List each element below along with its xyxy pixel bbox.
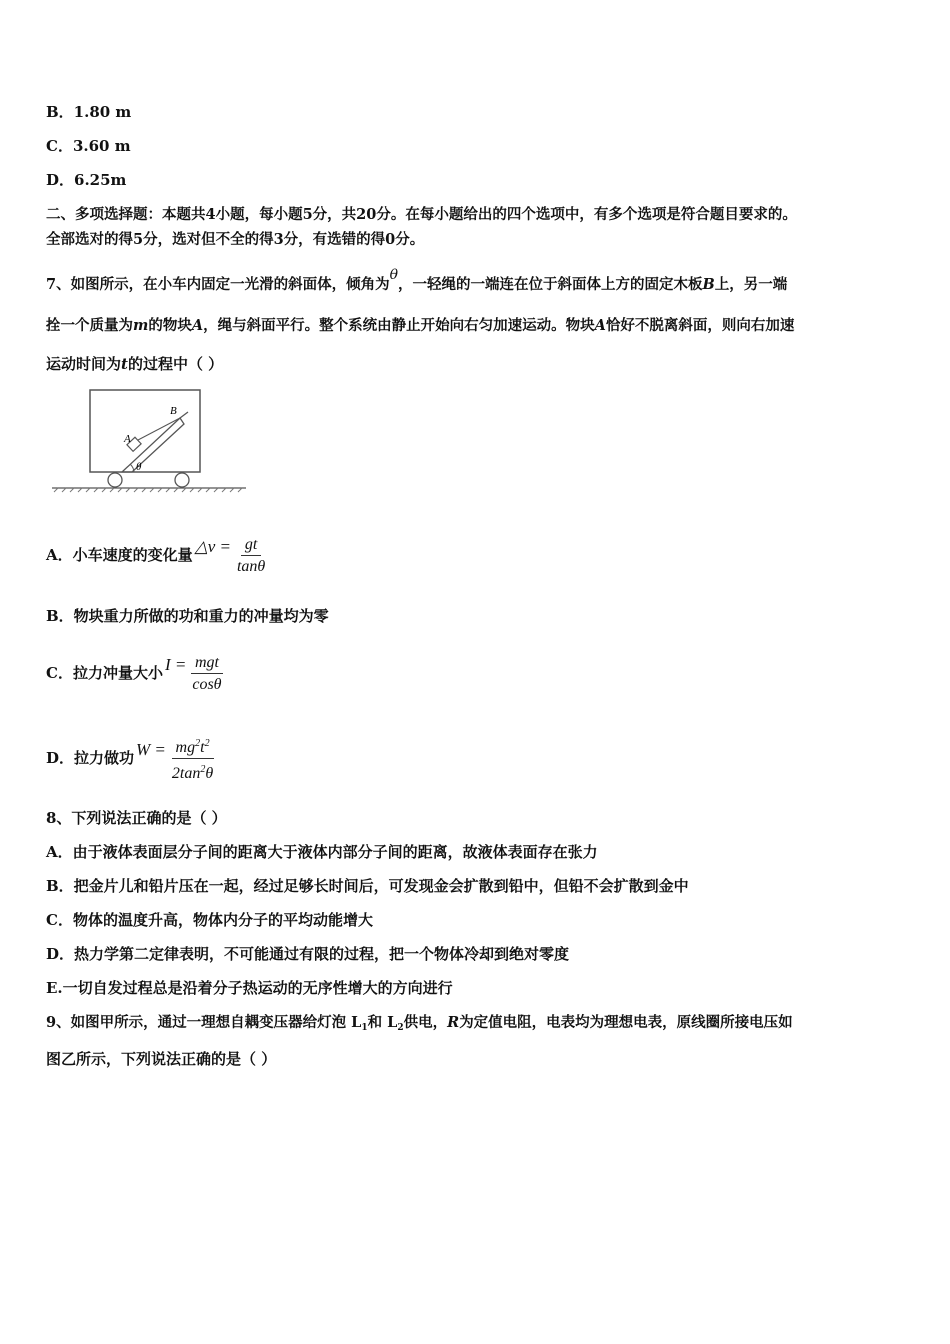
wheel-left bbox=[108, 473, 122, 487]
q7-option-b: B．物块重力所做的功和重力的冲量均为零 bbox=[46, 607, 329, 625]
q8-option-c: C．物体的温度升高，物体内分子的平均动能增大 bbox=[46, 911, 373, 929]
q7-option-c: C．拉力冲量大小 I = $\frac{\text{mgt}}{\cos\theta}$ bbox=[46, 653, 222, 693]
angle-arc bbox=[130, 464, 134, 472]
section2-heading-line2: 全部选对的得5分，选对但不全的得3分，有选错的得0分。 bbox=[46, 231, 425, 248]
incline-block bbox=[122, 418, 184, 472]
cart-incline-diagram bbox=[50, 388, 250, 498]
q8-option-d: D．热力学第二定律表明，不可能通过有限的过程，把一个物体冷却到绝对零度 bbox=[46, 945, 570, 963]
option-c-prev: C．3.60 m bbox=[46, 137, 131, 155]
q7-option-a: A．小车速度的变化量 △v = $\frac{gt}{\tan\theta}$ bbox=[46, 535, 266, 575]
section2-heading-line1: 二、多项选择题：本题共4小题，每小题5分，共20分。在每小题给出的四个选项中，有多个选项是符合题目要求的。 bbox=[46, 206, 797, 223]
q8-option-e: E.一切自发过程总是沿着分子热运动的无序性增大的方向进行 bbox=[46, 979, 453, 997]
q9-stem-line1: 9、如图甲所示，通过一理想自耦变压器给灯泡 $L_1$和 $L_2$供电，R为定值电阻，电表均为理想电表，原线圈所接电压如 bbox=[46, 1014, 793, 1033]
q7-option-d: D．拉力做功 W = $\frac{mg^2t^2}{2\tan^2\theta}$ bbox=[46, 724, 217, 785]
label-b: B bbox=[170, 405, 177, 417]
q7-stem-line1: 7、如图所示，在小车内固定一光滑的斜面体，倾角为θ，一轻绳的一端连在位于斜面体上方的固定木板B上，另一端 bbox=[46, 267, 788, 293]
board-b bbox=[180, 412, 188, 418]
option-d-prev: D．6.25m bbox=[46, 171, 127, 189]
wheel-right bbox=[175, 473, 189, 487]
q7-stem-line3: 运动时间为t的过程中（ ） bbox=[46, 355, 224, 373]
option-b-prev: B．1.80 m bbox=[46, 103, 132, 121]
label-a: A bbox=[124, 433, 131, 445]
q8-option-b: B．把金片儿和铅片压在一起，经过足够长时间后，可发现金会扩散到铅中，但铅不会扩散到金中 bbox=[46, 877, 689, 895]
q9-stem-line2: 图乙所示，下列说法正确的是（ ） bbox=[46, 1050, 277, 1068]
q8-option-a: A．由于液体表面层分子间的距离大于液体内部分子间的距离，故液体表面存在张力 bbox=[46, 843, 598, 861]
q8-stem: 8、下列说法正确的是（ ） bbox=[46, 809, 227, 827]
theta-symbol: θ bbox=[389, 267, 399, 283]
q7-stem-line2: 拴一个质量为m的物块A，绳与斜面平行。整个系统由静止开始向右匀加速运动。物块A恰好不脱离斜面，则向右加速 bbox=[46, 317, 795, 334]
label-theta: θ bbox=[136, 461, 142, 473]
